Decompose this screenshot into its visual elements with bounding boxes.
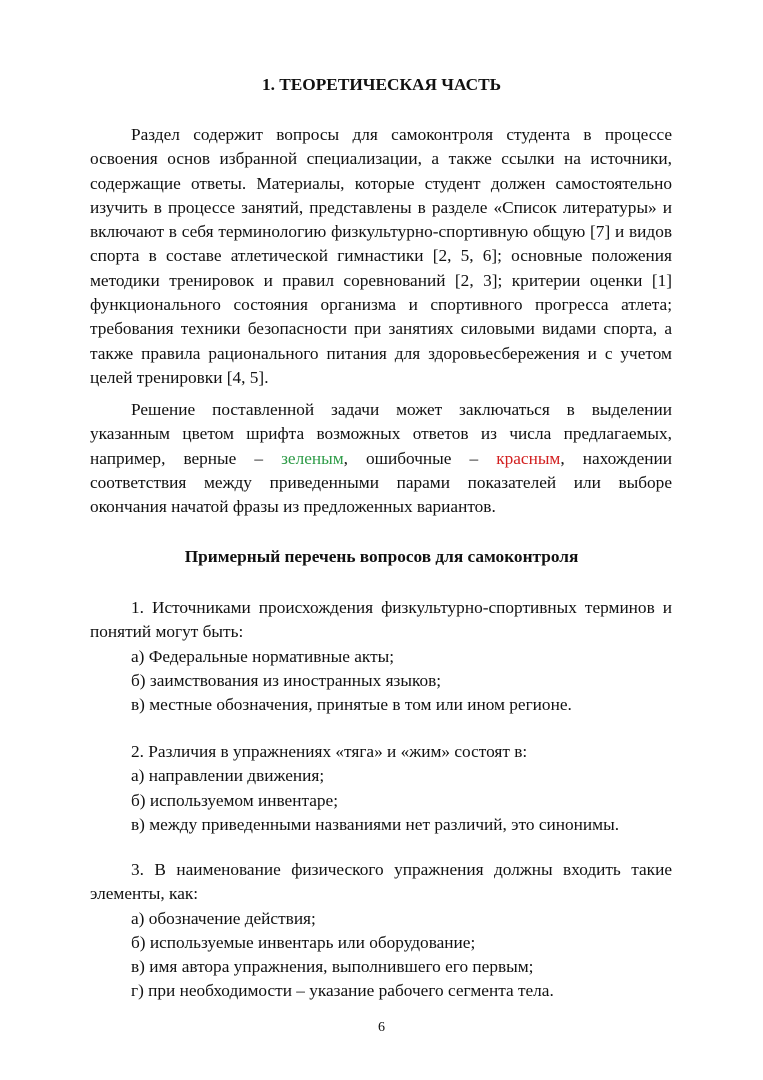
question-1 bbox=[90, 596, 672, 717]
questions-subheading: Примерный перечень вопросов для самоконтроля bbox=[184, 547, 579, 566]
answer-option: б) заимствования из иностранных языков; bbox=[131, 670, 442, 690]
question-3 bbox=[90, 858, 672, 1004]
question-stem: 3. В наименование физического упражнения должны входить такие элементы, как: bbox=[90, 860, 672, 904]
answer-option: в) имя автора упражнения, выполнившего его первым; bbox=[131, 957, 534, 977]
answer-option: в) между приведенными названиями нет различий, это синонимы. bbox=[131, 814, 620, 834]
answer-option: а) направлении движения; bbox=[131, 766, 325, 786]
paragraph-2-text-a: Решение поставленной задачи может заключаться в выделении указанным цветом шрифта возможных ответов из числа предлагаемых, например, верные – bbox=[90, 400, 672, 468]
answer-option: б) используемом инвентаре; bbox=[131, 790, 339, 810]
paragraph-2-text-b: , ошибочные – bbox=[343, 448, 497, 468]
answer-option: а) обозначение действия; bbox=[131, 908, 316, 928]
correct-answer-color-word: зеленым bbox=[281, 448, 344, 468]
paragraph-2-text-c: , нахождении соответствия между приведенными парами показателей или выборе окончания начатой фразы из предложенных вариантов. bbox=[90, 448, 672, 517]
answer-option: г) при необходимости – указание рабочего сегмента тела. bbox=[131, 981, 554, 1001]
question-stem: 2. Различия в упражнениях «тяга» и «жим» состоят в: bbox=[131, 742, 528, 761]
intro-paragraph-1: Раздел содержит вопросы для самоконтроля студента в процессе освоения основ избранной специализации, а также ссылки на источники, содержащие ответы. Материалы, которые студент должен самостоятельно изучить в процессе занятий, представлены в разделе «Список литературы» и включают в себя терминологию физкультурно-спортивную общую [7] и видов спорта в составе атлетической гимнастики [2, 5, 6]; основные положения методики тренировок и правил соревнований [2, 3]; критерии оценки [1] функционального состояния организма и спортивного прогресса атлета; требования техники безопасности при занятиях силовыми видами спорта, а также правила рационального питания для здоровьесбережения и с учетом целей тренировки [4, 5]. bbox=[90, 125, 672, 387]
section-heading: 1. ТЕОРЕТИЧЕСКАЯ ЧАСТЬ bbox=[261, 75, 502, 94]
wrong-answer-color-word: красным bbox=[496, 448, 561, 468]
answer-option: а) Федеральные нормативные акты; bbox=[131, 646, 395, 666]
intro-paragraph-2 bbox=[90, 398, 672, 519]
question-2 bbox=[90, 740, 672, 837]
page-number: 6 bbox=[378, 1020, 385, 1035]
answer-option: в) местные обозначения, принятые в том или ином регионе. bbox=[131, 695, 572, 715]
question-stem: 1. Источниками происхождения физкультурно-спортивных терминов и понятий могут быть: bbox=[90, 598, 672, 642]
answer-option: б) используемые инвентарь или оборудование; bbox=[131, 932, 476, 952]
